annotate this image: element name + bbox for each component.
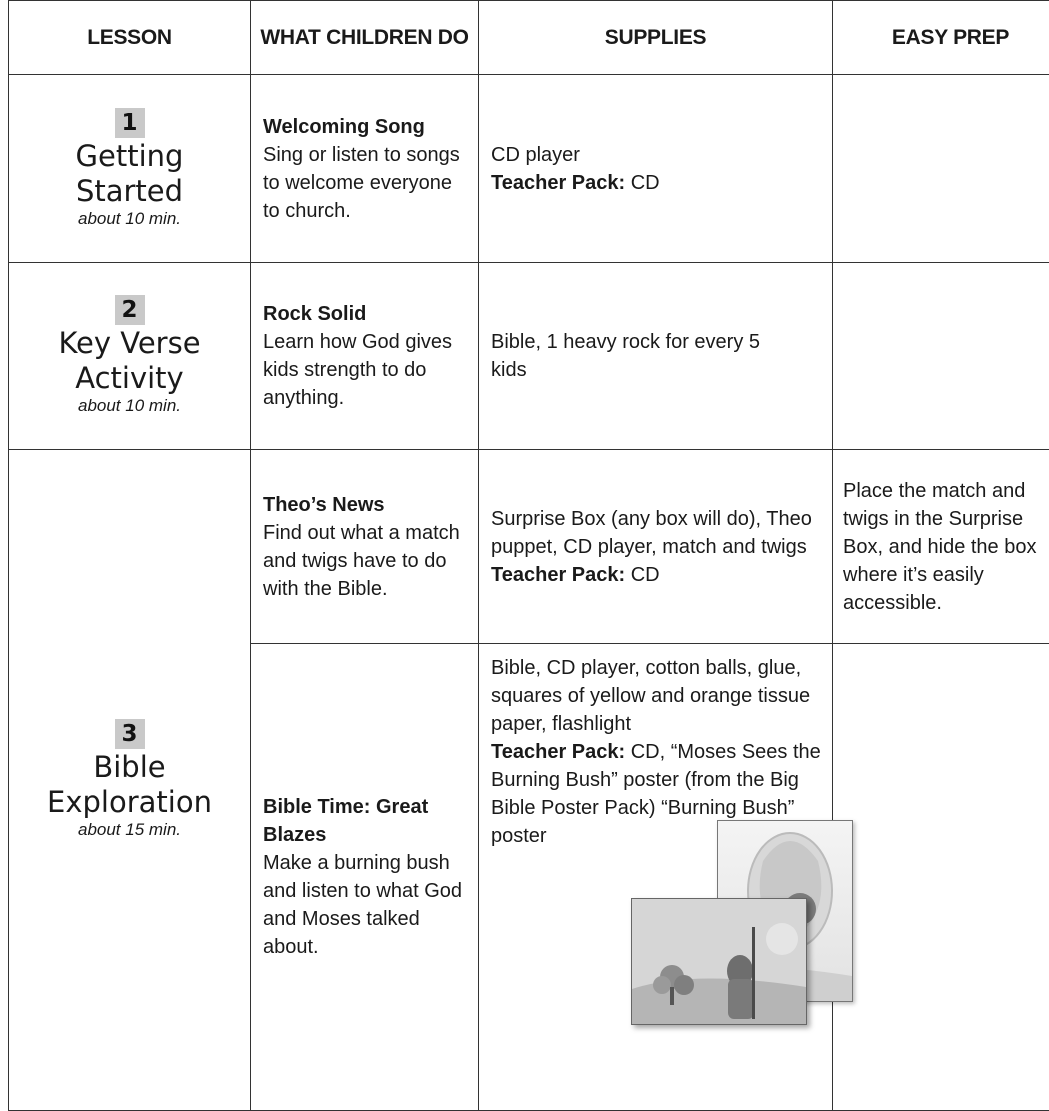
prep-text: Place the match and twigs in the Surprise Box, and hide the box where it’s easily accessible. bbox=[843, 477, 1049, 617]
lesson-number-badge: 1 bbox=[115, 108, 145, 138]
moses-poster-image bbox=[631, 898, 807, 1025]
lesson-time: about 10 min. bbox=[9, 208, 250, 230]
prep-cell bbox=[833, 263, 1049, 450]
lesson-plan-table bbox=[8, 0, 1049, 1111]
lesson-title-line2: Activity bbox=[9, 362, 250, 395]
activity-description: Find out what a match and twigs have to do with the Bible. bbox=[263, 519, 468, 603]
lesson-number-badge: 3 bbox=[115, 719, 145, 749]
teacher-pack-text: CD bbox=[631, 564, 660, 586]
activity-description: Make a burning bush and listen to what God and Moses talked about. bbox=[263, 849, 468, 961]
lesson-cell bbox=[9, 263, 251, 450]
prep-cell bbox=[833, 644, 1049, 1111]
lesson-cell bbox=[9, 75, 251, 263]
header-easy-prep: EASY PREP bbox=[833, 1, 1049, 75]
lesson-title-line1: Bible bbox=[9, 751, 250, 784]
supplies-text: Bible, 1 heavy rock for every 5 kids bbox=[491, 328, 822, 384]
teacher-pack-label: Teacher Pack: bbox=[491, 172, 625, 194]
lesson-cell bbox=[9, 450, 251, 1111]
header-what-children-do: WHAT CHILDREN DO bbox=[251, 1, 479, 75]
table-row bbox=[9, 75, 1049, 263]
teacher-pack-label: Teacher Pack: bbox=[491, 564, 625, 586]
activity-description: Sing or listen to songs to welcome everyone to church. bbox=[263, 141, 468, 225]
supplies-cell bbox=[479, 263, 833, 450]
lesson-time: about 15 min. bbox=[9, 819, 250, 841]
supplies-text: CD player bbox=[491, 141, 822, 169]
table-row bbox=[9, 450, 1049, 644]
teacher-pack-text: CD bbox=[631, 172, 660, 194]
teacher-pack-text: CD, “Moses Sees the Burning Bush” poster (from the Big Bible Poster Pack) “Burning Bush” poster bbox=[491, 741, 821, 847]
activity-cell bbox=[251, 75, 479, 263]
prep-cell bbox=[833, 75, 1049, 263]
lesson-title-line1: Key Verse bbox=[9, 327, 250, 360]
supplies-cell bbox=[479, 450, 833, 644]
supplies-text: Surprise Box (any box will do), Theo puppet, CD player, match and twigs bbox=[491, 505, 822, 561]
lesson-number-badge: 2 bbox=[115, 295, 145, 325]
poster-images bbox=[491, 850, 822, 1110]
lesson-title-line1: Getting bbox=[9, 140, 250, 173]
header-lesson: LESSON bbox=[9, 1, 251, 75]
lesson-title-line2: Started bbox=[9, 175, 250, 208]
header-supplies: SUPPLIES bbox=[479, 1, 833, 75]
activity-title: Rock Solid bbox=[263, 300, 468, 328]
activity-cell bbox=[251, 450, 479, 644]
lesson-time: about 10 min. bbox=[9, 395, 250, 417]
activity-title: Welcoming Song bbox=[263, 113, 468, 141]
supplies-cell bbox=[479, 75, 833, 263]
activity-description: Learn how God gives kids strength to do anything. bbox=[263, 328, 468, 412]
supplies-cell bbox=[479, 644, 833, 1111]
activity-cell bbox=[251, 644, 479, 1111]
supplies-text: Bible, CD player, cotton balls, glue, squares of yellow and orange tissue paper, flashlight bbox=[491, 654, 822, 738]
activity-cell bbox=[251, 263, 479, 450]
prep-cell bbox=[833, 450, 1049, 644]
lesson-title-line2: Exploration bbox=[9, 786, 250, 819]
teacher-pack-label: Teacher Pack: bbox=[491, 741, 625, 763]
activity-title: Theo’s News bbox=[263, 491, 468, 519]
table-row bbox=[9, 263, 1049, 450]
activity-title: Bible Time: Great Blazes bbox=[263, 793, 468, 849]
